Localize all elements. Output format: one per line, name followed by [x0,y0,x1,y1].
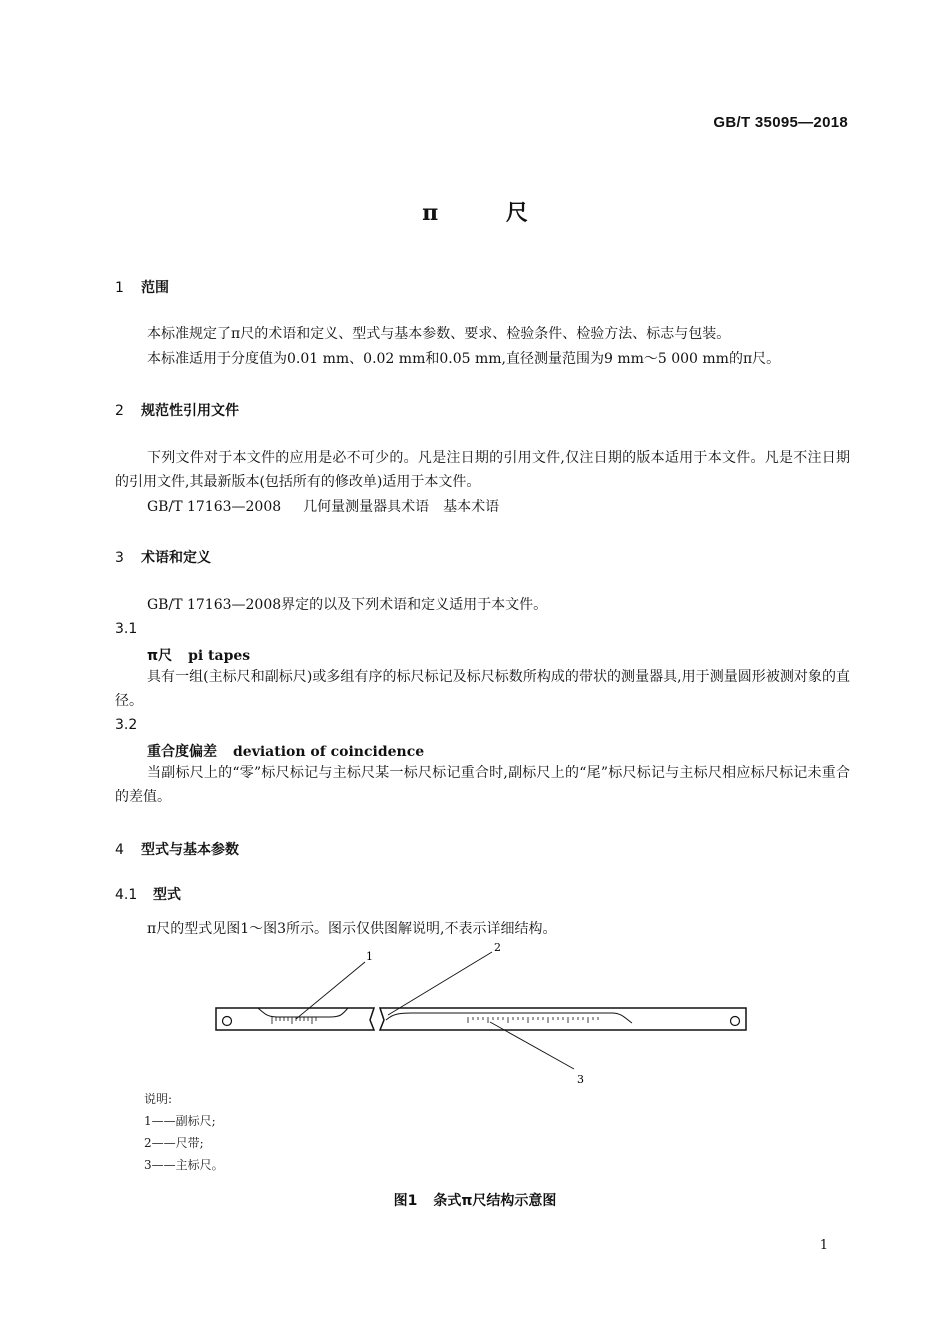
clause-3-2-term: 重合度偏差 deviation of coincidence [147,744,425,760]
section1-heading: 1 范围 [115,280,169,296]
figure1-legend-title: 说明: [144,1092,173,1106]
figure1-diagram [0,935,950,1095]
section3-heading: 3 术语和定义 [115,550,211,566]
figure1-legend-item: 1——副标尺; [144,1114,216,1128]
normative-reference: GB/T 17163—2008 几何量测量器具术语 基本术语 [147,499,500,515]
standard-number: GB/T 35095—2018 [713,114,848,131]
section4-1-heading: 4.1 型式 [115,887,181,903]
section2-heading: 2 规范性引用文件 [115,403,239,419]
callout-2-leader [388,952,492,1015]
vernier-strip [216,1008,374,1030]
clause-3-2-definition: 当副标尺上的“零”标尺标记与主标尺某一标尺标记重合时,副标尺上的“尾”标尺标记与主标尺相应标尺标记未重合的差值。 [115,765,850,805]
section4-1-para: π尺的型式见图1～图3所示。图示仅供图解说明,不表示详细结构。 [147,921,557,937]
section1-para2: 本标准适用于分度值为0.01 mm、0.02 mm和0.05 mm,直径测量范围为9 mm～5 000 mm的π尺。 [147,351,781,367]
clause-3-1-definition: 具有一组(主标尺和副标尺)或多组有序的标尺标记及标尺标数所构成的带状的测量器具,用于测量圆形被测对象的直径。 [115,669,850,709]
callout-3-label: 3 [577,1073,584,1086]
figure1-caption: 图1 条式π尺结构示意图 [393,1193,557,1209]
callout-1-label: 1 [366,950,373,963]
section4-heading: 4 型式与基本参数 [115,842,239,858]
figure1-legend-item: 3——主标尺。 [144,1158,224,1172]
clause-3-1-term: π尺 pi tapes [147,648,251,664]
figure1-legend-item: 2——尺带; [144,1136,204,1150]
page-title [0,196,950,227]
section2-para1: 下列文件对于本文件的应用是必不可少的。凡是注日期的引用文件,仅注日期的版本适用于本文件。凡是不注日期的引用文件,其最新版本(包括所有的修改单)适用于本文件。 [115,450,850,490]
title-char-pi: π [422,200,439,226]
section3-intro: GB/T 17163—2008界定的以及下列术语和定义适用于本文件。 [147,597,548,613]
page-number: 1 [819,1238,828,1253]
section1-para1: 本标准规定了π尺的术语和定义、型式与基本参数、要求、检验条件、检验方法、标志与包装。 [147,326,731,342]
clause-3-2-number: 3.2 [115,717,138,733]
callout-2-label: 2 [494,941,501,954]
title-char-ruler: 尺 [505,200,528,226]
clause-3-1-number: 3.1 [115,621,138,637]
